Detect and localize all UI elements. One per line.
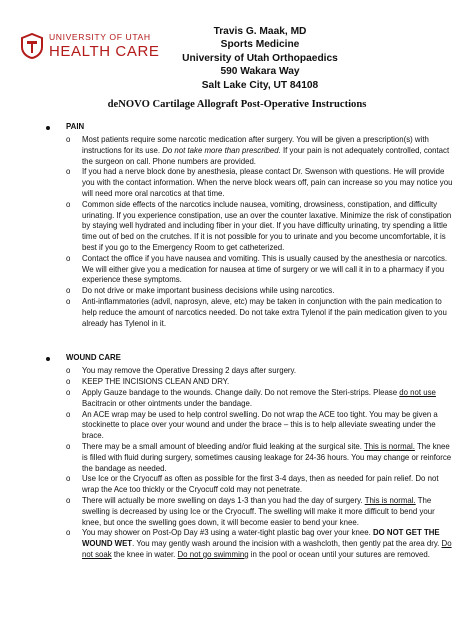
item-text: Do not go swimming bbox=[177, 549, 249, 559]
organization: University of Utah Orthopaedics bbox=[182, 52, 338, 64]
list-item bbox=[66, 254, 456, 286]
logo-line-1: UNIVERSITY OF UTAH bbox=[49, 32, 151, 43]
item-text: This is normal. bbox=[364, 495, 416, 505]
street-address: 590 Wakara Way bbox=[220, 66, 300, 78]
circle-bullet-icon: o bbox=[66, 495, 71, 505]
item-text: Common side effects of the narcotics include nausea, vomiting, drowsiness, constipation, and difficulty urinating. If you experience constipation, use an over the counter laxative. Minimize the risk of constipation by staying well hydrated and including fiber in your diet. If you have difficulty urinating, try spending a little time out of bed on the crutches. If it is not possible for you to urinate and you become uncomfortable, it is best if you go to the Emergency Room to get catheterized. bbox=[82, 199, 452, 252]
item-text: Use Ice or the Cryocuff as often as possible for the first 3-4 days, then as needed for pain relief. Do not wrap the Ace too thickly or the Cryocuff cold may not penetrate. bbox=[82, 474, 439, 495]
item-text: Do not take more than prescribed. bbox=[162, 145, 281, 155]
item-text: You may remove the Operative Dressing 2 days after surgery. bbox=[82, 366, 297, 376]
list-item bbox=[66, 442, 456, 474]
circle-bullet-icon: o bbox=[66, 366, 71, 376]
item-text: If your pain is not adequately controlled, contact the surgeon on call. Phone numbers are provided. bbox=[82, 145, 450, 166]
list-item bbox=[66, 474, 456, 496]
section-pain-heading bbox=[46, 122, 456, 135]
circle-bullet-icon: o bbox=[66, 441, 71, 451]
list-item bbox=[66, 135, 456, 167]
item-text: Apply Gauze bandage to the wounds. Change daily. Do not remove the Steri-strips. Please bbox=[82, 387, 400, 397]
item-text: This is normal. bbox=[363, 441, 415, 451]
section-title: WOUND CARE bbox=[66, 353, 121, 363]
item-text: KEEP THE INCISIONS CLEAN AND DRY. bbox=[82, 377, 230, 387]
circle-bullet-icon: o bbox=[66, 377, 71, 387]
item-text: Anti-inflammatories (advil, naprosyn, aleve, etc) may be taken in conjunction with the pain medication to help reduce the amount of narcotics needed. Do not take extra Tylenol if the pain medication given to you already has Tylenol in it. bbox=[82, 296, 447, 328]
item-text: in the pool or ocean until your sutures are removed. bbox=[248, 549, 430, 559]
list-item bbox=[66, 377, 456, 388]
department: Sports Medicine bbox=[220, 39, 300, 51]
wound-care-list bbox=[66, 366, 456, 560]
item-text: Do not soak bbox=[82, 539, 452, 559]
instructions-body bbox=[66, 122, 456, 561]
document-title: deNOVO Cartilage Allograft Post-Operative Instructions bbox=[107, 99, 367, 110]
item-text: There will actually be more swelling on days 1-3 than you had the day of surgery. bbox=[82, 495, 365, 505]
circle-bullet-icon: o bbox=[66, 528, 71, 538]
circle-bullet-icon: o bbox=[66, 167, 71, 177]
list-item bbox=[66, 388, 456, 410]
item-text: An ACE wrap may be used to help control swelling. Do not wrap the ACE too tight. You may be given a stockinette to place over your wound and under the brace – this is to help alleviate sweating under the brace. bbox=[82, 409, 438, 441]
university-seal-icon bbox=[20, 33, 44, 59]
item-text: the knee in water. bbox=[111, 549, 178, 559]
bullet-icon bbox=[46, 126, 50, 130]
bullet-icon bbox=[46, 357, 50, 361]
list-item bbox=[66, 410, 456, 442]
item-text: do not use bbox=[399, 387, 436, 397]
item-text: There may be a small amount of bleeding and/or fluid leaking at the surgical site. bbox=[82, 441, 364, 451]
circle-bullet-icon: o bbox=[66, 296, 71, 306]
item-text: The swelling is decreased by using Ice or the Cryocuff. The swelling will make it more difficult to bend your knee, but once the swelling goes down, it will become easier to bend your knee. bbox=[82, 495, 435, 527]
university-logo bbox=[20, 33, 160, 59]
item-text: Contact the office if you have nausea and vomiting. This is usually caused by the anesthesia or narcotics. We will either give you a medication for nausea at time of surgery or we will call it in to a pharmacy if you experience these symptoms. bbox=[82, 253, 448, 285]
section-wound-heading bbox=[46, 353, 456, 366]
pain-list bbox=[66, 135, 456, 329]
section-title: PAIN bbox=[66, 122, 85, 131]
circle-bullet-icon: o bbox=[66, 387, 71, 397]
city-address: Salt Lake City, UT 84108 bbox=[201, 79, 319, 91]
letterhead bbox=[150, 25, 370, 92]
item-text: . You may gently wash around the incision with a washcloth, then gently pat the area dry. bbox=[132, 539, 442, 549]
item-text: If you had a nerve block done by anesthesia, please contact Dr. Swenson with questions. He will provide you with the contact information. When the nerve block wears off, pain can increase so you may notice you will need more oral narcotics at that time. bbox=[82, 167, 453, 198]
circle-bullet-icon: o bbox=[66, 135, 71, 144]
list-item bbox=[66, 297, 456, 329]
list-item bbox=[66, 496, 456, 528]
list-item bbox=[66, 366, 456, 377]
doctor-name: Travis G. Maak, MD bbox=[213, 26, 307, 37]
item-text: The knee is filled with fluid during surgery, sometimes causing leakage for 24-36 hours. You may change or reinforce the bandage as needed. bbox=[82, 441, 452, 473]
list-item bbox=[66, 286, 456, 297]
item-text: Do not drive or make important business decisions while using narcotics. bbox=[82, 286, 335, 296]
circle-bullet-icon: o bbox=[66, 286, 71, 296]
item-text: Most patients require some narcotic medication after surgery. You will be given a prescription(s) with instructions for its use. bbox=[82, 135, 429, 155]
circle-bullet-icon: o bbox=[66, 474, 71, 484]
circle-bullet-icon: o bbox=[66, 253, 71, 263]
logo-line-2: HEALTH CARE bbox=[49, 42, 160, 60]
item-text: DO NOT GET THE WOUND WET bbox=[82, 528, 440, 549]
list-item bbox=[66, 167, 456, 199]
item-text: Bacitracin or other ointments under the bandage. bbox=[82, 398, 253, 408]
item-text: You may shower on Post-Op Day #3 using a water-tight plastic bag over your knee. bbox=[82, 528, 373, 538]
circle-bullet-icon: o bbox=[66, 199, 71, 209]
list-item bbox=[66, 200, 456, 254]
list-item bbox=[66, 528, 456, 560]
circle-bullet-icon: o bbox=[66, 409, 71, 419]
